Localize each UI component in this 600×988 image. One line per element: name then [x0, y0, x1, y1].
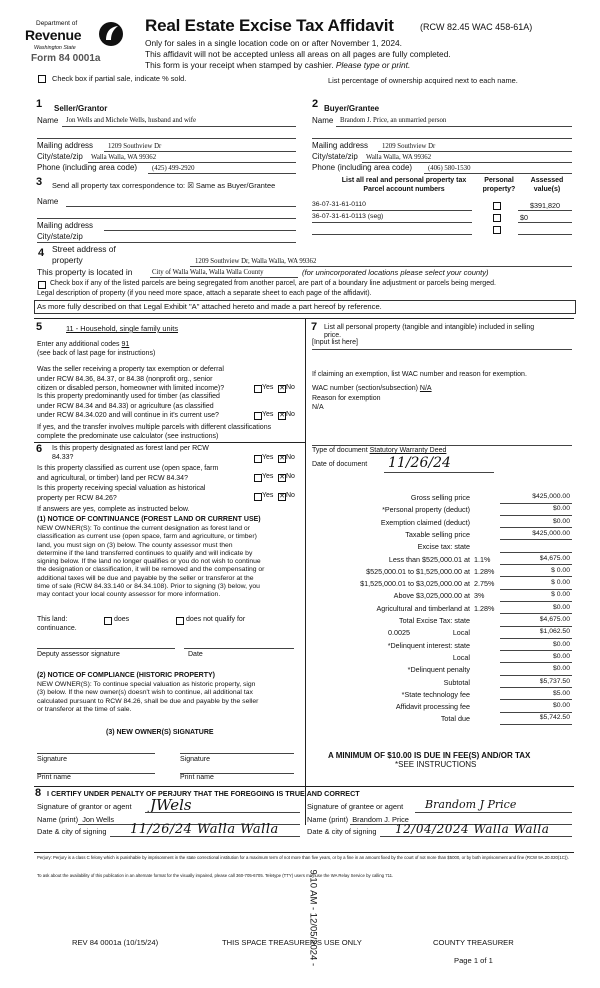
seller-phone-line	[148, 173, 296, 174]
tax-rate: 2.75%	[474, 579, 495, 589]
historic-yes-checkbox[interactable]	[254, 493, 262, 501]
location-note: (for unincorporated locations please select your county)	[302, 268, 489, 277]
new-owner-signature-title: (3) NEW OWNER(S) SIGNATURE	[106, 729, 214, 736]
tax-row-line	[500, 638, 572, 639]
continuance-text	[37, 525, 264, 600]
tax-rate: 3%	[474, 591, 485, 601]
tax-city-label: City/state/zip	[37, 232, 83, 241]
does-label: does	[114, 616, 130, 623]
grantee-print-value[interactable]: Brandom J. Price	[352, 815, 409, 824]
buyer-phone-line	[424, 173, 572, 174]
wac-number-label: WAC number (section/subsection)	[312, 385, 418, 392]
tax-row-value[interactable]: $5,737.50	[539, 677, 570, 685]
form-number: Form 84 0001a	[31, 53, 119, 66]
grantee-signature-label: Signature of grantee or agent	[307, 802, 404, 811]
seller-title: Seller/Grantor	[54, 104, 108, 113]
continuance-line: determine if the land transferred continues to qualify and will indicate by	[37, 549, 253, 557]
continuance-line: time of sale (RCW 84.33.140 or 84.34.108). Prior to signing (3) below, you	[37, 583, 260, 591]
legal-description-value: As more fully described on that Legal Exhibit "A" attached hereto and made a part hereof by reference.	[37, 302, 382, 311]
tax-address-label: Mailing address	[37, 221, 94, 230]
tax-row-label: *Delinquent interest: state	[387, 640, 470, 650]
continuance-label: continuance.	[37, 625, 77, 632]
wac-number-value[interactable]: N/A	[419, 385, 432, 392]
tax-row-value[interactable]: $0.00	[552, 702, 570, 710]
does-not-label: does not qualify for	[186, 616, 246, 623]
tax-row-value[interactable]: $0.00	[552, 517, 570, 525]
tax-row-value[interactable]: $ 0.00	[551, 566, 570, 574]
grantee-signature-line	[415, 812, 572, 813]
divider-perjury	[34, 852, 574, 853]
parcel-1-personal-checkbox[interactable]	[493, 202, 501, 210]
location-line	[150, 277, 298, 278]
center-divider	[305, 318, 306, 825]
seller-phone-label: Phone (including area code)	[37, 163, 138, 172]
owner-signature-line-1[interactable]	[37, 753, 155, 754]
document-date-line	[384, 472, 494, 473]
timber-q-line: Is this property predominantly used for timber (as classified	[37, 393, 220, 400]
compliance-line: NEW OWNER(S): To continue special valuation as historic property, sign	[37, 681, 256, 688]
parcel-2-value-line	[518, 222, 572, 223]
timber-q-line: under RCW 84.34.020 and will continue in it's current use?	[37, 412, 219, 419]
tax-row-line	[500, 527, 572, 528]
timber-q-line: under RCW 84.34 and 84.33) or agriculture (as classified	[37, 402, 214, 410]
grantor-print-value[interactable]: Jon Wells	[82, 815, 115, 824]
partial-sale-label: Check box if partial sale, indicate % sold.	[52, 74, 187, 83]
page-number: Page 1 of 1	[454, 956, 493, 965]
continuance-line: classification as current use (open space, farm and agriculture, or timber)	[37, 533, 257, 541]
grantee-date-label: Date & city of signing	[307, 827, 377, 836]
historic-q-line: Is this property receiving special valuation as historical	[37, 485, 206, 492]
tax-row-label: Agricultural and timberland at	[376, 603, 470, 613]
seller-address-line	[104, 151, 296, 152]
grantor-date-city[interactable]: 11/26/24 Walla Walla	[130, 822, 279, 837]
personal-header-2: property?	[482, 186, 516, 193]
parcel-1-line	[312, 210, 472, 211]
grantee-date-city[interactable]: 12/04/2024 Walla Walla	[395, 822, 550, 836]
type-or-print: Please type or print.	[335, 60, 411, 70]
seller-phone-value[interactable]: (425) 499-2920	[152, 165, 195, 172]
grantor-signature[interactable]: JWels	[150, 796, 192, 814]
additional-codes-note: (see back of last page for instructions)	[37, 350, 156, 357]
ownership-note: List percentage of ownership acquired next to each name.	[328, 76, 518, 85]
grantee-name-field	[307, 815, 409, 824]
seller-name-line-2	[37, 138, 296, 139]
grantee-date-line	[380, 836, 572, 837]
divider-1	[34, 318, 574, 319]
tax-rate: 1.1%	[474, 554, 491, 564]
tax-row-value[interactable]: $5.00	[552, 689, 570, 697]
predominate-line: If yes, and the transfer involves multiple parcels with different classifications	[37, 424, 272, 431]
tax-row-label: Gross selling price	[410, 493, 470, 502]
subtitle-3	[145, 60, 410, 70]
forest-no-checkbox[interactable]: ✕	[279, 455, 285, 462]
tax-row-value[interactable]: $425,000.00	[532, 493, 570, 500]
same-as-buyer-label: Same as Buyer/Grantee	[195, 181, 276, 190]
tax-row-label: $525,000.01 to $1,525,000.00 at	[366, 566, 470, 576]
section-2-number: 2	[312, 98, 319, 110]
parcel-header-2: Parcel account numbers	[363, 186, 445, 193]
section-3-number: 3	[36, 176, 43, 188]
continuance-line: may contact your local county assessor for more information.	[37, 591, 221, 599]
parcel-2-line	[312, 222, 472, 223]
buyer-address-label: Mailing address	[312, 141, 369, 150]
tax-name-label: Name	[37, 197, 59, 206]
document-type-value[interactable]: Statutory Warranty Deed	[369, 447, 447, 454]
exemption-yes-checkbox[interactable]	[254, 385, 262, 393]
buyer-name-line-2	[312, 138, 572, 139]
property-street-value[interactable]: 1209 Southview Dr, Walla Walla, WA 99362	[195, 258, 317, 265]
land-does-not-checkbox[interactable]	[176, 617, 184, 625]
buyer-name-line	[336, 126, 572, 127]
grantor-signature-label: Signature of grantor or agent	[37, 802, 132, 811]
revenue-logo	[26, 18, 126, 70]
location-value[interactable]: City of Walla Walla, Walla Walla County	[152, 269, 264, 276]
tax-row-label: Above $3,025,000.00 at	[393, 591, 470, 601]
buyer-address-value[interactable]: 1209 Southview Dr	[382, 143, 436, 150]
exemption-reason-label: Reason for exemption	[312, 395, 381, 402]
revenue-seal-icon	[98, 20, 124, 48]
section-6-number: 6	[36, 443, 43, 455]
tax-row-value[interactable]: $0.00	[552, 603, 570, 611]
tax-row-value[interactable]: $0.00	[552, 640, 570, 648]
tax-row-label: Local	[452, 652, 470, 662]
document-date-value[interactable]: 11/26/24	[388, 455, 451, 471]
tax-row-label: Exemption claimed (deduct)	[380, 517, 470, 527]
timber-yes-checkbox[interactable]	[254, 412, 262, 420]
assessor-date-label: Date	[188, 651, 203, 658]
assessor-date-line[interactable]	[184, 648, 294, 649]
see-instructions: *SEE INSTRUCTIONS	[395, 760, 477, 769]
compliance-line: (3) below. If the new owner(s) doesn't wish to continue, all additional tax	[37, 689, 253, 697]
yes-label: Yes	[262, 384, 274, 391]
additional-codes-text: Enter any additional codes	[37, 341, 120, 348]
local-rate: 0.0025	[388, 628, 410, 638]
parcel-3-line[interactable]	[312, 234, 472, 235]
street-label-2: property	[52, 255, 83, 265]
no-label: No	[286, 454, 295, 461]
document-date-label: Date of document	[312, 461, 368, 468]
assessor-signature-line[interactable]	[37, 648, 175, 649]
continuance-title: (1) NOTICE OF CONTINUANCE (FOREST LAND OR CURRENT USE)	[37, 516, 261, 523]
treasurer-space: THIS SPACE TREASURER'S USE ONLY	[222, 938, 362, 947]
current-use-no-checkbox[interactable]: ✕	[279, 474, 285, 481]
yes-label: Yes	[262, 473, 274, 480]
tax-row-line	[500, 515, 572, 516]
yes-label: Yes	[262, 411, 274, 418]
stamp-text: 9:10 AM - 12/05/2024 -	[307, 869, 319, 967]
tax-row-line	[500, 601, 572, 602]
additional-codes-value[interactable]: 91	[121, 341, 130, 348]
tax-row-line	[500, 626, 572, 627]
continuance-line: the designation or classification, it will be removed and the compensating or	[37, 566, 265, 574]
grantor-date-label: Date & city of signing	[37, 827, 107, 836]
timber-no-checkbox[interactable]: ✕	[279, 412, 285, 419]
legal-description-box[interactable]	[34, 300, 576, 314]
tax-row-line	[500, 712, 572, 713]
document-type-field	[312, 447, 446, 454]
tax-address-line[interactable]	[104, 230, 296, 231]
tax-row-value[interactable]: $4,675.00	[539, 616, 570, 623]
correspondence-text: Send all property tax correspondence to:	[52, 181, 186, 190]
tax-row-label: *State technology fee	[401, 689, 470, 699]
assessor-label: Deputy assessor signature	[37, 651, 120, 658]
tax-row-value[interactable]: $ 0.00	[551, 591, 570, 599]
personal-header: Personal	[484, 177, 514, 184]
buyer-phone-label: Phone (including area code)	[312, 163, 413, 172]
parcel-2-personal-checkbox[interactable]	[493, 214, 501, 222]
seller-name-value[interactable]: Jon Wells and Michele Wells, husband and wife	[66, 117, 197, 124]
yes-label: Yes	[262, 492, 274, 499]
yes-label: Yes	[262, 454, 274, 461]
no-label: No	[286, 492, 295, 499]
tax-row-value[interactable]: $ 0.00	[551, 579, 570, 587]
no-label: No	[286, 411, 295, 418]
tax-row-label: Subtotal	[443, 677, 470, 687]
parcel-3-value-line[interactable]	[518, 234, 572, 235]
buyer-name-label: Name	[312, 116, 334, 125]
section-5-number: 5	[36, 321, 43, 333]
receipt-note: This form is your receipt when stamped by cashier.	[145, 60, 334, 70]
instructions-note: If answers are yes, complete as instructed below.	[37, 506, 190, 513]
tax-row-label: Total due	[440, 714, 470, 724]
tax-row-label: Less than $525,000.01 at	[388, 554, 470, 564]
logo-dept-text: Department of	[36, 20, 78, 27]
section-1-number: 1	[36, 98, 43, 110]
subtitle-1: Only for sales in a single location code on or after November 1, 2024.	[145, 38, 402, 48]
signature-label: Signature	[37, 756, 67, 763]
logo-revenue-text: Revenue	[25, 27, 82, 43]
grantor-signature-line	[145, 812, 300, 813]
tax-row-label: Taxable selling price	[405, 529, 470, 539]
parcel-1-number[interactable]: 36-07-31-61-0110	[312, 201, 366, 208]
forest-q-line: 84.33?	[52, 454, 74, 461]
print-name-label: Print name	[37, 774, 71, 781]
exemption-q-line: citizen or disabled person, homeowner with limited income)?	[37, 385, 225, 392]
buyer-name-value[interactable]: Brandom J. Price, an unmarried person	[340, 117, 447, 124]
grantor-name-field	[37, 815, 114, 824]
tax-row-line	[500, 724, 572, 725]
assessed-header: Assessed	[530, 177, 564, 184]
perjury-notice: Perjury: Perjury is a class C felony which is punishable by imprisonment in the state correctional institution for a maximum term of not more than five years, or by a fine in an amount fixed by the court of not more than $5000, or by both imprisonment and fine (RCW 9A.20.020(1C)).	[37, 855, 569, 860]
personal-property-input[interactable]: [Input list here]	[312, 339, 358, 346]
location-label: This property is located in	[37, 267, 133, 277]
tax-row-line	[500, 662, 572, 663]
print-name-label: Print name	[180, 774, 214, 781]
wac-number-field	[312, 385, 432, 392]
timber-question	[37, 392, 220, 421]
buyer-title: Buyer/Grantee	[324, 104, 380, 113]
tax-row-label: Affidavit processing fee	[395, 702, 470, 712]
cashier-stamp	[305, 870, 317, 988]
compliance-text	[37, 681, 258, 714]
legal-description-label: Legal description of property (if you need more space, attach a separate sheet to each page of the affidavit).	[37, 290, 372, 297]
forest-question	[52, 444, 209, 462]
tax-row-label: Total Excise Tax: state	[399, 616, 470, 625]
divider-8	[34, 786, 574, 787]
tax-row-value[interactable]: $0.00	[552, 652, 570, 660]
parcel-1-value[interactable]: $391,820	[530, 201, 560, 210]
section-4-number: 4	[38, 247, 45, 259]
compliance-line: calculated pursuant to RCW 84.26, shall be due and payable by the seller	[37, 697, 259, 705]
document-type-label: Type of document	[312, 447, 368, 454]
tax-row-value[interactable]: $425,000.00	[532, 529, 570, 537]
seller-address-label: Mailing address	[37, 141, 94, 150]
continuance-line: NEW OWNER(S): To continue the current designation as forest land or	[37, 525, 250, 532]
land-does-checkbox[interactable]	[104, 617, 112, 625]
tax-row-line	[500, 650, 572, 651]
tax-row-line	[500, 589, 572, 590]
tax-row-label: *Delinquent penalty	[407, 665, 470, 675]
logo-state-text: Washington State	[34, 45, 76, 51]
tax-row-value[interactable]: $5,742.50	[539, 714, 570, 722]
tax-row-label: *Personal property (deduct)	[382, 505, 470, 515]
this-land-label: This land:	[37, 616, 68, 623]
divider-5-6	[34, 442, 305, 443]
tax-row-label: Local	[452, 628, 470, 638]
seller-address-value[interactable]: 1209 Southview Dr	[108, 143, 162, 150]
tax-rate: 1.28%	[474, 603, 495, 613]
subtitle-2: This affidavit will not be accepted unless all areas on all pages are fully completed.	[145, 49, 451, 59]
street-line	[190, 266, 572, 267]
predominate-use-note	[37, 423, 271, 441]
seller-name-label: Name	[37, 116, 59, 125]
exemption-q-line: under RCW 84.36, 84.37, or 84.38 (nonprofit org., senior	[37, 375, 213, 383]
statute-ref: (RCW 82.45 WAC 458-61A)	[420, 22, 533, 32]
seller-city-value[interactable]: Walla Walla, WA 99362	[91, 154, 157, 161]
buyer-city-label: City/state/zip	[312, 152, 358, 161]
county-treasurer: COUNTY TREASURER	[433, 938, 514, 947]
segregation-checkbox[interactable]	[38, 281, 46, 289]
continuance-line: additional taxes will be due and payable by the seller or transferor at the	[37, 574, 254, 582]
section-8-number: 8	[35, 787, 42, 799]
accessibility-notice: To ask about the availability of this publication in an alternate format for the visually impaired, please call 360-705-6705. Teletype (TTY) users may use the WA Relay Service by calling 711.	[37, 873, 394, 878]
compliance-title: (2) NOTICE OF COMPLIANCE (HISTORIC PROPERTY)	[37, 672, 215, 679]
tax-row-line	[500, 687, 572, 688]
partial-sale-checkbox[interactable]	[38, 75, 46, 83]
revision-number: REV 84 0001a (10/15/24)	[72, 938, 159, 947]
parcel-header: List all real and personal property tax	[341, 177, 467, 184]
historic-q-line: property per RCW 84.26?	[37, 494, 117, 502]
current-use-question	[37, 464, 218, 483]
parcel-1-value-line	[518, 210, 572, 211]
tax-rate: 1.28%	[474, 566, 495, 576]
same-as-buyer-checkbox[interactable]: ☒	[187, 181, 194, 190]
personal-property-line	[312, 349, 572, 350]
page-title: Real Estate Excise Tax Affidavit	[145, 16, 394, 35]
reason-line	[312, 445, 572, 446]
tax-row-line	[500, 576, 572, 577]
historic-question	[37, 484, 205, 503]
wac-note: If claiming an exemption, list WAC number and reason for exemption.	[312, 371, 527, 378]
parcel-3-personal-checkbox[interactable]	[493, 226, 501, 234]
buyer-city-value[interactable]: Walla Walla, WA 99362	[366, 154, 432, 161]
parcel-2-number[interactable]: 36-07-31-61-0113 (seg)	[312, 213, 384, 220]
correspondence-label	[52, 181, 275, 190]
tax-row-line	[500, 552, 572, 553]
continuance-line: signing below. If the land no longer qualifies or you do not wish to continue	[37, 558, 261, 566]
section-7-number: 7	[311, 321, 318, 333]
tax-row-line	[500, 564, 572, 565]
exemption-q-line: Was the seller receiving a property tax exemption or deferral	[37, 366, 224, 373]
street-label-1: Street address of	[52, 244, 116, 254]
forest-q-line: Is this property designated as forest land per RCW	[52, 445, 209, 452]
compliance-line: or transferor at the time of sale.	[37, 705, 132, 713]
grantor-date-line	[110, 836, 300, 837]
current-use-yes-checkbox[interactable]	[254, 474, 262, 482]
minimum-due-notice: A MINIMUM OF $10.00 IS DUE IN FEE(S) AND/OR TAX	[328, 751, 531, 760]
exemption-question	[37, 365, 224, 394]
continuance-line: land, you must sign on (3) below. The county assessor must then	[37, 541, 233, 549]
segregation-label: Check box if any of the listed parcels are being segregated from another parcel, are part of a boundary line adjustment or parcels being merged.	[50, 280, 496, 287]
tax-row-line	[500, 503, 572, 504]
signature-label: Signature	[180, 756, 210, 763]
land-use-value[interactable]: 11 - Household, single family units	[66, 324, 179, 333]
no-label: No	[286, 384, 295, 391]
exemption-no-checkbox[interactable]: ✕	[279, 385, 285, 392]
additional-codes-label	[37, 341, 129, 348]
owner-signature-line-2[interactable]	[180, 753, 294, 754]
current-use-q-line: Is this property classified as current use (open space, farm	[37, 465, 219, 472]
historic-no-checkbox[interactable]: ✕	[279, 493, 285, 500]
exemption-reason-value[interactable]: N/A	[312, 404, 324, 411]
seller-name-line	[62, 126, 296, 127]
grantor-print-label: Name (print)	[37, 815, 79, 824]
tax-row-value[interactable]: $0.00	[552, 505, 570, 513]
personal-property-label-2: price.	[324, 332, 342, 339]
buyer-address-line	[378, 151, 572, 152]
tax-row-value[interactable]: $0.00	[552, 665, 570, 673]
parcel-2-value[interactable]: $0	[520, 213, 528, 222]
tax-city-line[interactable]	[37, 242, 296, 243]
tax-row-label: Excise tax: state	[417, 542, 470, 552]
current-use-q-line: and agricultural, or timber) land per RCW 84.34?	[37, 474, 188, 482]
forest-yes-checkbox[interactable]	[254, 455, 262, 463]
grantee-print-label: Name (print)	[307, 815, 349, 824]
certification-title: I CERTIFY UNDER PENALTY OF PERJURY THAT THE FOREGOING IS TRUE AND CORRECT	[47, 789, 360, 798]
predominate-line: complete the predominate use calculator (see instructions)	[37, 433, 219, 440]
tax-row-line	[500, 675, 572, 676]
tax-row-line	[500, 699, 572, 700]
tax-name-line-2[interactable]	[37, 218, 296, 219]
assessed-header-2: value(s)	[533, 186, 561, 193]
tax-row-line	[500, 613, 572, 614]
no-label: No	[286, 473, 295, 480]
buyer-phone-value[interactable]: (406) 580-1530	[428, 165, 471, 172]
tax-row-value[interactable]: $1,062.50	[539, 628, 570, 636]
tax-row-line	[500, 539, 572, 540]
tax-name-line[interactable]	[66, 206, 296, 207]
tax-row-value[interactable]: $4,675.00	[539, 554, 570, 562]
tax-row-label: $1,525,000.01 to $3,025,000.00 at	[360, 579, 470, 589]
seller-city-label: City/state/zip	[37, 152, 83, 161]
grantee-signature[interactable]: Brandom J Price	[425, 798, 517, 811]
personal-property-label: List all personal property (tangible and intangible) included in selling	[324, 324, 535, 331]
